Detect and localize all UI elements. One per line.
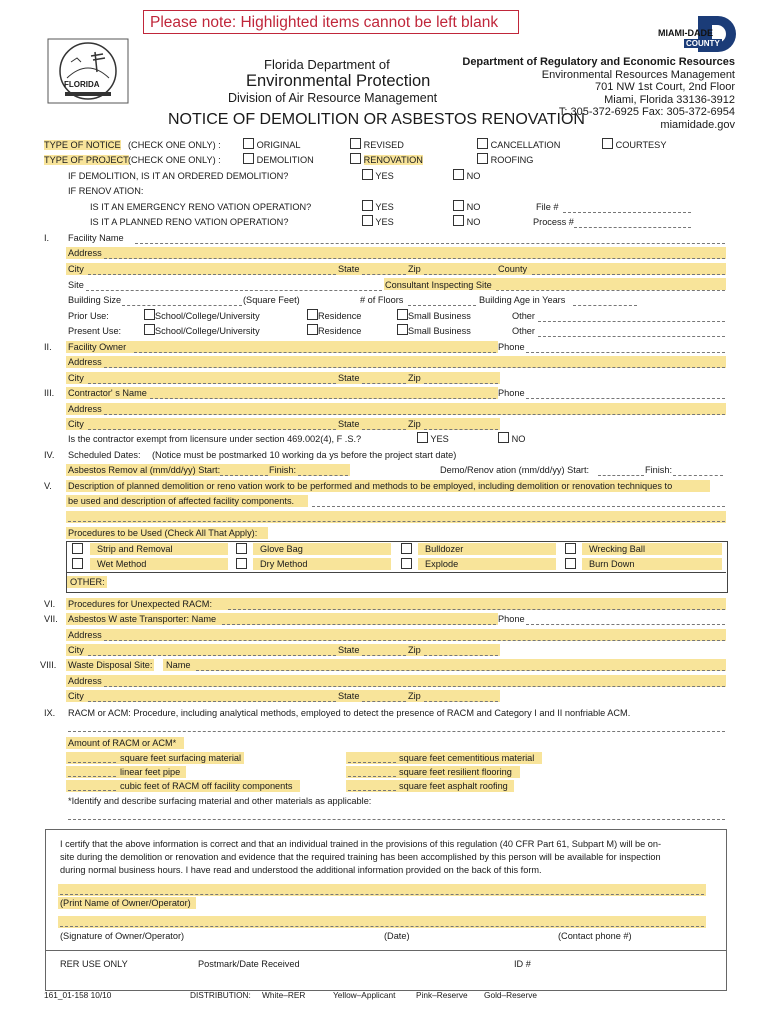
cert-text-2: site during the demolition or renovation and evidence that the required training has been accomplished by this person will be available for inspection: [60, 852, 661, 862]
exempt-no-label: NO: [511, 434, 526, 444]
miami-dade-logo-bottom: COUNTY: [686, 39, 720, 48]
revised-option[interactable]: [350, 138, 404, 150]
asphalt-field[interactable]: [348, 790, 396, 791]
transporter-state-label: State: [338, 645, 360, 655]
roofing-option[interactable]: [477, 153, 533, 165]
asbestos-start-field[interactable]: [220, 475, 268, 476]
building-age-label: Building Age in Years: [479, 295, 566, 305]
cementitious-field[interactable]: [348, 762, 396, 763]
strip-label: Strip and Removal: [97, 544, 173, 554]
distribution-label: DISTRIBUTION:: [190, 990, 251, 1000]
linear-field[interactable]: [68, 776, 116, 777]
present-business-checkbox[interactable]: [397, 324, 408, 335]
planned-yes-checkbox[interactable]: [362, 215, 373, 226]
header-right-phone: T: 305-372-6925 Fax: 305-372-6954: [558, 106, 735, 119]
floors-field[interactable]: [408, 305, 476, 306]
transporter-address-label: Address: [68, 630, 102, 640]
facility-city-field[interactable]: [88, 274, 336, 275]
emergency-yes[interactable]: [362, 200, 394, 212]
roofing-checkbox[interactable]: [477, 153, 488, 164]
burn-label: Burn Down: [589, 559, 635, 569]
contractor-name-label: Contractor' s Name: [68, 388, 147, 398]
original-checkbox[interactable]: [243, 138, 254, 149]
file-number-label: File #: [536, 202, 559, 212]
facility-zip-field[interactable]: [424, 274, 496, 275]
resilient-label: square feet resilient flooring: [399, 767, 512, 777]
prior-other-label: Other: [512, 311, 535, 321]
check-one-notice: (CHECK ONE ONLY) :: [128, 140, 221, 150]
owner-label: Facility Owner: [68, 342, 127, 352]
revised-checkbox[interactable]: [350, 138, 361, 149]
description-field-2[interactable]: [68, 521, 725, 522]
owner-state-label: State: [338, 373, 360, 383]
facility-address-label: Address: [68, 248, 102, 258]
owner-state-field[interactable]: [362, 383, 406, 384]
facility-state-label: State: [338, 264, 360, 274]
procedures-other-label: OTHER:: [70, 577, 105, 587]
cubic-label: cubic feet of RACM off facility components: [120, 781, 293, 791]
prior-residence-option[interactable]: [307, 309, 361, 321]
burn-option[interactable]: [565, 558, 576, 570]
planned-no-label: NO: [466, 217, 481, 227]
disposal-address-field[interactable]: [104, 686, 725, 687]
present-residence-checkbox[interactable]: [307, 324, 318, 335]
bulldozer-option[interactable]: [401, 543, 412, 555]
fdep-seal-logo: [47, 38, 129, 104]
exempt-question: Is the contractor exempt from licensure under section 469.002(4), F .S.?: [68, 434, 362, 444]
owner-phone-label: Phone: [498, 342, 525, 352]
present-school-option[interactable]: [144, 324, 260, 336]
miami-dade-logo: [658, 16, 736, 52]
site-field[interactable]: [86, 290, 382, 291]
present-other-label: Other: [512, 326, 535, 336]
section-9-number: IX.: [44, 708, 56, 718]
burn-checkbox[interactable]: [565, 558, 576, 569]
planned-yes[interactable]: [362, 215, 394, 227]
courtesy-label: COURTESY: [615, 140, 667, 150]
form-number: 161_01-158 10/10: [44, 990, 112, 1000]
prior-residence-checkbox[interactable]: [307, 309, 318, 320]
identify-note: *Identify and describe surfacing material and other materials as applicable:: [68, 796, 372, 806]
building-age-field[interactable]: [573, 305, 637, 306]
emergency-renovation-question: IS IT AN EMERGENCY RENO VATION OPERATION?: [90, 202, 312, 212]
prior-school-option[interactable]: [144, 309, 260, 321]
prior-school-checkbox[interactable]: [144, 309, 155, 320]
prior-business-option[interactable]: [397, 309, 471, 321]
transporter-phone-field[interactable]: [526, 624, 725, 625]
disposal-name-label: Name: [166, 660, 191, 670]
consultant-label: Consultant Inspecting Site: [385, 280, 492, 290]
signature-label: (Signature of Owner/Operator): [60, 931, 185, 941]
present-school-checkbox[interactable]: [144, 324, 155, 335]
bulldozer-label: Bulldozer: [425, 544, 464, 554]
square-feet-label: (Square Feet): [243, 295, 300, 305]
description-field-1[interactable]: [312, 506, 725, 507]
ordered-demolition-question: IF DEMOLITION, IS IT AN ORDERED DEMOLITION?: [68, 171, 289, 181]
demolition-option[interactable]: [243, 153, 314, 165]
present-business-label: Small Business: [408, 326, 471, 336]
disposal-name-field[interactable]: [196, 670, 725, 671]
emergency-no[interactable]: [453, 200, 480, 212]
renovation-checkbox[interactable]: [350, 153, 361, 164]
explode-checkbox[interactable]: [401, 558, 412, 569]
transporter-zip-field[interactable]: [424, 655, 498, 656]
dry-option[interactable]: [236, 558, 247, 570]
disposal-city-label: City: [68, 691, 84, 701]
prior-residence-label: Residence: [318, 311, 362, 321]
planned-yes-label: YES: [375, 217, 394, 227]
header-dept-line3: Division of Air Resource Management: [228, 91, 438, 105]
procedures-table-divider: [66, 572, 726, 573]
exempt-no-checkbox[interactable]: [498, 432, 509, 443]
cancellation-label: CANCELLATION: [490, 140, 561, 150]
header-right-division: Environmental Resources Management: [541, 68, 735, 81]
file-number-field[interactable]: [563, 212, 691, 213]
emergency-no-label: NO: [466, 202, 481, 212]
surfacing-field[interactable]: [68, 762, 116, 763]
present-use-label: Present Use:: [68, 326, 122, 336]
ordered-no[interactable]: [453, 169, 480, 181]
ordered-yes-checkbox[interactable]: [362, 169, 373, 180]
revised-label: REVISED: [363, 140, 404, 150]
contractor-address-label: Address: [68, 404, 102, 414]
check-one-project: (CHECK ONE ONLY) :: [128, 155, 221, 165]
required-fields-banner: Please note: Highlighted items cannot be left blank: [143, 10, 519, 34]
header-right-street: 701 NW 1st Court, 2nd Floor: [594, 81, 735, 94]
disposal-address-label: Address: [68, 676, 102, 686]
section-3-number: III.: [44, 388, 55, 398]
wrecking-label: Wrecking Ball: [589, 544, 645, 554]
facility-name-field[interactable]: [135, 243, 725, 244]
present-residence-option[interactable]: [307, 324, 361, 336]
description-line-1: Description of planned demolition or reno vation work to be performed and methods to be employed, including demolition or renovation techniques to: [68, 481, 673, 491]
section-8-number: VIII.: [40, 660, 57, 670]
procedures-label: Procedures to be Used (Check All That Apply):: [68, 528, 258, 538]
section-4-number: IV.: [44, 450, 55, 460]
renovation-label: RENOVATION: [363, 155, 423, 165]
wet-option[interactable]: [72, 558, 83, 570]
cert-text-3: during normal business hours. I have read and understood the additional information provided on the back of this form.: [60, 865, 542, 875]
amount-label: Amount of RACM or ACM*: [68, 738, 177, 748]
exempt-yes-checkbox[interactable]: [417, 432, 428, 443]
owner-phone-field[interactable]: [526, 352, 725, 353]
facility-address-field[interactable]: [104, 258, 725, 259]
consultant-field[interactable]: [496, 290, 725, 291]
distribution-yellow: Yellow–Applicant: [333, 990, 396, 1000]
surfacing-label: square feet surfacing material: [120, 753, 242, 763]
asbestos-finish-label: Finish:: [269, 465, 297, 475]
disposal-state-field[interactable]: [362, 701, 406, 702]
transporter-phone-label: Phone: [498, 614, 525, 624]
demo-start-field[interactable]: [598, 475, 644, 476]
roofing-label: ROOFING: [490, 155, 534, 165]
id-label: ID #: [514, 959, 531, 969]
header-dept-line1: Florida Department of: [264, 57, 390, 72]
contractor-city-label: City: [68, 419, 84, 429]
disposal-state-label: State: [338, 691, 360, 701]
header-right-web: miamidade.gov: [660, 118, 735, 131]
header-right-city: Miami, Florida 33136-3912: [604, 93, 735, 106]
transporter-city-field[interactable]: [88, 655, 336, 656]
ordered-no-label: NO: [466, 171, 481, 181]
present-residence-label: Residence: [318, 326, 362, 336]
prior-school-label: School/College/University: [155, 311, 260, 321]
description-line-2: be used and description of affected facility components.: [68, 496, 295, 506]
ordered-no-checkbox[interactable]: [453, 169, 464, 180]
planned-renovation-question: IS IT A PLANNED RENO VATION OPERATION?: [90, 217, 289, 227]
wet-label: Wet Method: [97, 559, 147, 569]
header-right-dept: Department of Regulatory and Economic Resources: [462, 56, 735, 68]
type-of-project-label: TYPE OF PROJECT: [44, 155, 129, 165]
section-1-number: I.: [44, 233, 50, 243]
renovation-option[interactable]: [350, 153, 423, 165]
dry-checkbox[interactable]: [236, 558, 247, 569]
demo-start-label: Demo/Renov ation (mm/dd/yy) Start:: [440, 465, 590, 475]
contractor-state-field[interactable]: [362, 429, 406, 430]
fdep-seal-label: FLORIDA: [64, 80, 100, 89]
contractor-zip-label: Zip: [408, 419, 421, 429]
rer-use-only-label: RER USE ONLY: [60, 959, 128, 969]
exempt-no[interactable]: [498, 432, 525, 444]
distribution-gold: Gold–Reserve: [484, 990, 538, 1000]
building-size-field[interactable]: [122, 305, 242, 306]
floors-label: # of Floors: [360, 295, 404, 305]
prior-business-checkbox[interactable]: [397, 309, 408, 320]
emergency-yes-label: YES: [375, 202, 394, 212]
cert-text-1: I certify that the above information is correct and that an individual trained in the provisions of this regulation (40 CFR Part 61, Subpart M) will be on-: [60, 839, 662, 849]
prior-business-label: Small Business: [408, 311, 471, 321]
owner-address-field[interactable]: [104, 367, 725, 368]
resilient-field[interactable]: [348, 776, 396, 777]
transporter-name-field[interactable]: [222, 624, 496, 625]
date-label: (Date): [384, 931, 410, 941]
emergency-no-checkbox[interactable]: [453, 200, 464, 211]
demo-finish-field[interactable]: [673, 475, 723, 476]
owner-city-label: City: [68, 373, 84, 383]
process-number-label: Process #: [533, 217, 574, 227]
scheduled-dates-note: (Notice must be postmarked 10 working da ys before the project start date): [152, 450, 457, 460]
asbestos-finish-field[interactable]: [298, 475, 348, 476]
disposal-city-field[interactable]: [88, 701, 336, 702]
cancellation-checkbox[interactable]: [477, 138, 488, 149]
print-name-label: (Print Name of Owner/Operator): [60, 898, 191, 908]
present-school-label: School/College/University: [155, 326, 260, 336]
header-dept-line2: Environmental Protection: [246, 72, 431, 90]
owner-field[interactable]: [134, 352, 496, 353]
form-title: NOTICE OF DEMOLITION OR ASBESTOS RENOVATION: [168, 111, 585, 128]
cubic-field[interactable]: [68, 790, 116, 791]
distribution-white: White–RER: [262, 990, 306, 1000]
transporter-name-label: Asbestos W aste Transporter: Name: [68, 614, 217, 624]
glove-checkbox[interactable]: [236, 543, 247, 554]
facility-zip-label: Zip: [408, 264, 421, 274]
site-label: Site: [68, 280, 84, 290]
contractor-state-label: State: [338, 419, 360, 429]
planned-no-checkbox[interactable]: [453, 215, 464, 226]
cancellation-option[interactable]: [477, 138, 560, 150]
contractor-zip-field[interactable]: [424, 429, 498, 430]
original-option[interactable]: [243, 138, 300, 150]
identify-field[interactable]: [68, 819, 725, 820]
original-label: ORIGINAL: [256, 140, 301, 150]
glove-option[interactable]: [236, 543, 247, 555]
miami-dade-logo-top: MIAMI-DADE: [658, 28, 713, 38]
transporter-city-label: City: [68, 645, 84, 655]
distribution-pink: Pink–Reserve: [416, 990, 468, 1000]
strip-checkbox[interactable]: [72, 543, 83, 554]
planned-no[interactable]: [453, 215, 480, 227]
disposal-site-label: Waste Disposal Site:: [68, 660, 153, 670]
emergency-yes-checkbox[interactable]: [362, 200, 373, 211]
contact-phone-label: (Contact phone #): [558, 931, 632, 941]
prior-other-field[interactable]: [538, 321, 725, 322]
facility-name-label: Facility Name: [68, 233, 124, 243]
explode-label: Explode: [425, 559, 459, 569]
wet-checkbox[interactable]: [72, 558, 83, 569]
type-of-notice-label: TYPE OF NOTICE: [44, 140, 121, 150]
section-5-number: V.: [44, 481, 52, 491]
exempt-yes-label: YES: [430, 434, 449, 444]
explode-option[interactable]: [401, 558, 412, 570]
demolition-checkbox[interactable]: [243, 153, 254, 164]
transporter-zip-label: Zip: [408, 645, 421, 655]
scheduled-dates-label: Scheduled Dates:: [68, 450, 141, 460]
demo-finish-label: Finish:: [645, 465, 673, 475]
exempt-yes[interactable]: [417, 432, 449, 444]
section-2-number: II.: [44, 342, 52, 352]
section-7-number: VII.: [44, 614, 58, 624]
disposal-zip-field[interactable]: [424, 701, 498, 702]
cementitious-label: square feet cementitious material: [399, 753, 535, 763]
present-business-option[interactable]: [397, 324, 471, 336]
asbestos-start-label: Asbestos Remov al (mm/dd/yy) Start:: [68, 465, 221, 475]
contractor-city-field[interactable]: [88, 429, 336, 430]
owner-city-field[interactable]: [88, 383, 336, 384]
unexpected-racm-label: Procedures for Unexpected RACM:: [68, 599, 212, 609]
disposal-zip-label: Zip: [408, 691, 421, 701]
transporter-state-field[interactable]: [362, 655, 406, 656]
owner-zip-label: Zip: [408, 373, 421, 383]
glove-label: Glove Bag: [260, 544, 303, 554]
rer-divider: [45, 950, 727, 951]
facility-county-label: County: [498, 264, 528, 274]
racm-procedure-label: RACM or ACM: Procedure, including analytical methods, employed to detect the presence of RACM and Category I and II nonfriable ACM.: [68, 708, 631, 718]
facility-city-label: City: [68, 264, 84, 274]
dry-label: Dry Method: [260, 559, 308, 569]
strip-option[interactable]: [72, 543, 83, 555]
process-number-field[interactable]: [574, 227, 691, 228]
building-size-label: Building Size: [68, 295, 122, 305]
demolition-label: DEMOLITION: [256, 155, 314, 165]
facility-state-field[interactable]: [362, 274, 406, 275]
facility-county-field[interactable]: [532, 274, 725, 275]
unexpected-racm-field[interactable]: [228, 609, 725, 610]
linear-label: linear feet pipe: [120, 767, 181, 777]
ordered-yes-label: YES: [375, 171, 394, 181]
courtesy-checkbox[interactable]: [602, 138, 613, 149]
owner-zip-field[interactable]: [424, 383, 498, 384]
ordered-yes[interactable]: [362, 169, 394, 181]
contractor-name-field[interactable]: [150, 398, 496, 399]
bulldozer-checkbox[interactable]: [401, 543, 412, 554]
contractor-phone-field[interactable]: [526, 398, 725, 399]
if-renovation-label: IF RENOV ATION:: [68, 186, 144, 196]
signature-field[interactable]: [60, 926, 704, 927]
contractor-phone-label: Phone: [498, 388, 525, 398]
present-other-field[interactable]: [538, 336, 725, 337]
racm-procedure-field[interactable]: [68, 731, 725, 732]
wrecking-checkbox[interactable]: [565, 543, 576, 554]
owner-address-label: Address: [68, 357, 102, 367]
section-6-number: VI.: [44, 599, 56, 609]
postmark-label: Postmark/Date Received: [198, 959, 300, 969]
asphalt-label: square feet asphalt roofing: [399, 781, 508, 791]
prior-use-label: Prior Use:: [68, 311, 109, 321]
print-name-field[interactable]: [60, 894, 704, 895]
contractor-address-field[interactable]: [104, 414, 725, 415]
courtesy-option[interactable]: [602, 138, 666, 150]
transporter-address-field[interactable]: [104, 640, 725, 641]
wrecking-option[interactable]: [565, 543, 576, 555]
